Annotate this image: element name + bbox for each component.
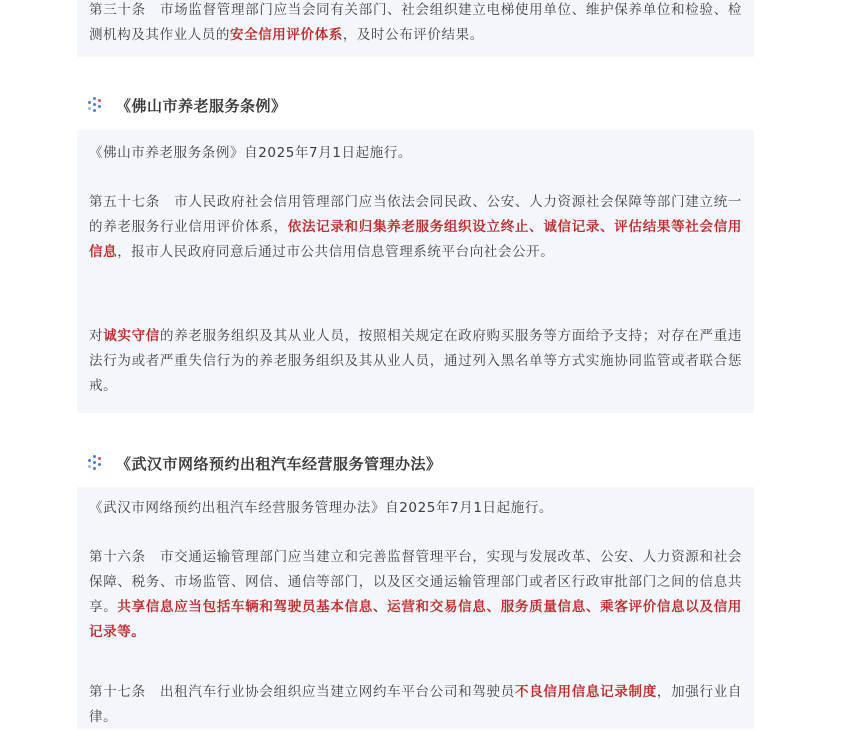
highlight-text: 共享信息应当包括车辆和驾驶员基本信息、运营和交易信息、服务质量信息、乘客评价信息以及信用记录等。 [89, 599, 742, 640]
article-block-foshan [77, 130, 754, 413]
article-17-paragraph: 第十七条 出租汽车行业协会组织应当建立网约车平台公司和驾驶员不良信用信息记录制度，加强行业自律。 [89, 684, 743, 725]
effective-date-paragraph: 《佛山市养老服务条例》自2025年7月1日起施行。 [89, 145, 413, 161]
effective-date-paragraph: 《武汉市网络预约出租汽车经营服务管理办法》自2025年7月1日起施行。 [89, 500, 554, 516]
section-title: 《佛山市养老服务条例》 [116, 96, 287, 115]
section-heading-foshan [88, 93, 287, 117]
article-57-paragraph: 第五十七条 市人民政府社会信用管理部门应当依法会同民政、公安、人力资源社会保障等部门建立统一的养老服务行业信用评价体系，依法记录和归集养老服务组织设立终止、诚信记录、评估结果等社会信用信息，报市人民政府同意后通过市公共信用信息管理系统平台向社会公开。 [89, 194, 742, 260]
highlight-text: 安全信用评价体系 [230, 27, 343, 43]
highlight-text: 诚实守信 [103, 328, 160, 344]
article-block-wuhan [77, 487, 754, 729]
dot-grid-icon [88, 97, 102, 113]
article-30-paragraph: 第三十条 市场监督管理部门应当会同有关部门、社会组织建立电梯使用单位、维护保养单位和检验、检测机构及其作业人员的安全信用评价体系，及时公布评价结果。 [89, 2, 742, 43]
dot-grid-icon [88, 455, 102, 471]
highlight-text: 不良信用信息记录制度 [514, 684, 657, 700]
article-block-elevator [77, 0, 754, 57]
credit-reward-paragraph: 对诚实守信的养老服务组织及其从业人员，按照相关规定在政府购买服务等方面给予支持；对存在严重违法行为或者严重失信行为的养老服务组织及其从业人员，通过列入黑名单等方式实施协同监管或者联合惩戒。 [89, 328, 742, 394]
section-heading-wuhan [88, 451, 442, 475]
article-16-paragraph: 第十六条 市交通运输管理部门应当建立和完善监督管理平台，实现与发展改革、公安、人力资源和社会保障、税务、市场监管、网信、通信等部门，以及区交通运输管理部门或者区行政审批部门之间的信息共享。共享信息应当包括车辆和驾驶员基本信息、运营和交易信息、服务质量信息、乘客评价信息以及信用记录等。 [89, 549, 742, 640]
highlight-text: 依法记录和归集养老服务组织设立终止、诚信记录、评估结果等社会信用信息 [89, 219, 742, 260]
section-title: 《武汉市网络预约出租汽车经营服务管理办法》 [116, 454, 442, 473]
